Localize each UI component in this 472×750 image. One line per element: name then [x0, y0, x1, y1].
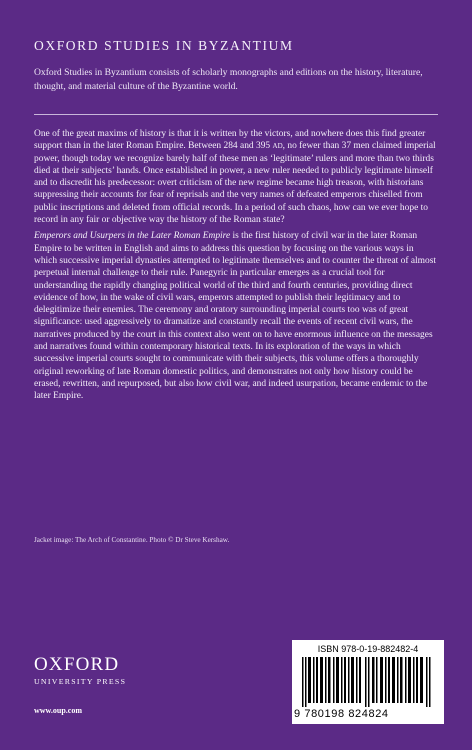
blurb-p1-part-a: One of the great maxims of history is that it is written by the victors, and nowhere does this find greater support than in the later Roman Empire. Between 284 and 395	[34, 129, 426, 152]
barcode-panel	[292, 640, 444, 724]
blurb	[34, 128, 438, 407]
series-title: OXFORD STUDIES IN BYZANTIUM	[34, 38, 294, 53]
publisher-website[interactable]: www.oup.com	[34, 706, 83, 715]
blurb-paragraph-1	[34, 128, 438, 226]
book-title: Emperors and Usurpers in the Later Roman Empire	[34, 231, 231, 242]
jacket-credit: Jacket image: The Arch of Constantine. Photo © Dr Steve Kershaw.	[34, 536, 230, 544]
publisher-logo: OXFORD	[34, 654, 120, 675]
publisher-logo-subtitle: UNIVERSITY PRESS	[34, 677, 127, 686]
blurb-p2-text: is the first history of civil war in the later Roman Empire to be written in English and aims to address this question by focusing on the various ways in which successive imperial dynasties attempted to legitimate themselves and to counter the threat of almost perpetual internal challenge to their rule. Panegyric in particular emerges as a crucial tool for understanding the rapidly changing political world of the third and fourth centuries, providing direct evidence of how, in the wake of civil wars, emperors attempted to publish their legitimacy and to delegitimize their enemies. The ceremony and oratory surrounding imperial courts too was of great significance: used aggressively to dramatize and constantly recall the events of recent civil wars, the narratives produced by the court in this context also went on to have enormous influence on the messages and narratives found within contemporary historical texts. In its exploration of the ways in which successive imperial courts sought to communicate with their subjects, this volume offers a thoroughly original reworking of late Roman domestic politics, and demonstrates not only how history could be erased, rewritten, and repurposed, but also how civil war, and indeed usurpation, became endemic to the later Empire.	[34, 231, 437, 402]
divider	[34, 114, 438, 115]
blurb-paragraph-2	[34, 230, 438, 402]
barcode-digits: 9 780198 824824	[294, 708, 389, 720]
series-description: Oxford Studies in Byzantium consists of scholarly monographs and editions on the history, literature, thought, and material culture of the Byzantine world.	[34, 67, 423, 92]
blurb-p1-part-b: , no fewer than 37 men claimed imperial power, though today we recognize barely half of these men as ‘legitimate’ rulers and more than two thirds died at their subjects’ hands. Once established in power, a new ruler needed to publicly legitimate himself and to discredit his predecessor: overt criticism of the new regime became high treason, with historians suppressing their accounts for fear of reprisals and the very names of defeated emperors chiselled from public inscriptions and deleted from official records. In a period of such chaos, how can we ever hope to record in any fair or objective way the history of the Roman state?	[34, 141, 436, 226]
blurb-p1-era: ad	[272, 141, 283, 152]
barcode-image	[302, 657, 434, 707]
isbn-label: ISBN 978-0-19-882482-4	[317, 644, 419, 654]
